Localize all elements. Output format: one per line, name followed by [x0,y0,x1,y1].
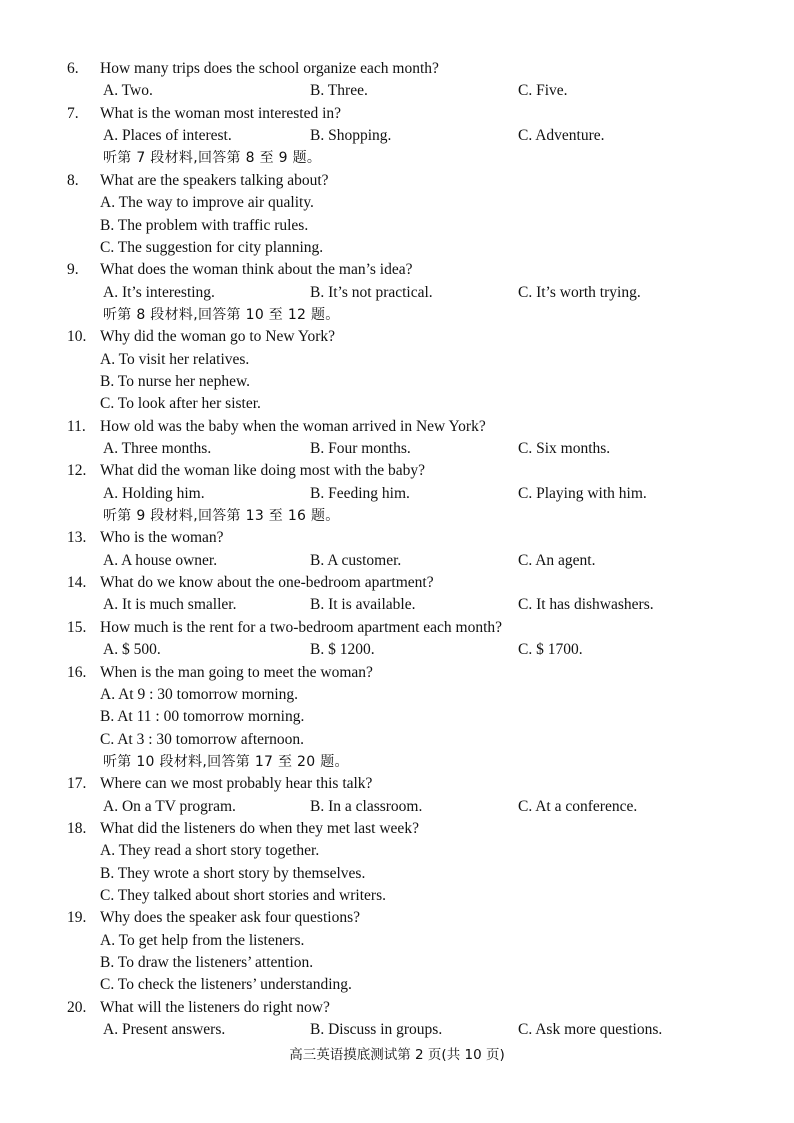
section-instruction [0,147,794,169]
question-line [0,907,794,929]
option-text: A. To get help from the listeners. [100,931,305,949]
option-line [0,215,794,237]
option-c: C. $ 1700. [518,641,583,659]
question-line [0,818,794,840]
section-instruction-text: 听第 8 段材料,回答第 10 至 12 题。 [103,306,340,323]
option-a: A. Two. [103,82,153,100]
option-line [0,974,794,996]
options-row [0,550,794,572]
question-number: 14. [67,574,87,592]
option-c: C. Playing with him. [518,484,647,502]
question-line [0,170,794,192]
question-number: 6. [67,60,79,77]
question-number: 11. [67,417,86,435]
question-line [0,326,794,348]
question-number: 17. [67,775,87,793]
question-line [0,58,794,80]
option-a: A. Holding him. [103,484,205,502]
question-text: What did the listeners do when they met last week? [100,819,419,837]
question-number: 7. [67,104,79,122]
section-instruction-text: 听第 10 段材料,回答第 17 至 20 题。 [103,753,349,770]
option-b: B. Four months. [310,440,411,457]
question-number: 18. [67,819,87,837]
option-c: C. It’s worth trying. [518,283,641,301]
options-row [0,594,794,616]
option-b: B. Feeding him. [310,484,410,502]
options-row [0,1019,794,1041]
options-row [0,796,794,818]
option-line [0,684,794,706]
option-c: C. Six months. [518,440,611,457]
option-text: C. To check the listeners’ understanding. [100,976,352,994]
question-number: 10. [67,328,87,346]
question-text: Why did the woman go to New York? [100,328,336,346]
question-text: How old was the baby when the woman arrived in New York? [100,417,486,435]
option-a: A. Places of interest. [103,127,232,145]
option-line [0,393,794,415]
question-text: What do we know about the one-bedroom apartment? [100,574,434,592]
options-row [0,80,794,102]
question-text: Who is the woman? [100,529,224,547]
question-number: 15. [67,618,87,636]
question-line [0,527,794,549]
option-b: B. It is available. [310,596,416,614]
option-b: B. It’s not practical. [310,283,433,301]
section-instruction [0,751,794,773]
question-text: How much is the rent for a two-bedroom apartment each month? [100,618,503,636]
option-text: B. To nurse her nephew. [100,372,251,390]
option-b: B. $ 1200. [310,641,375,659]
question-line [0,572,794,594]
option-a: A. $ 500. [103,641,161,659]
question-number: 20. [67,998,87,1016]
question-text: When is the man going to meet the woman? [100,663,373,681]
option-line [0,371,794,393]
option-b: B. In a classroom. [310,797,423,815]
option-line [0,863,794,885]
section-instruction [0,505,794,527]
question-text: What does the woman think about the man’s idea? [100,261,413,279]
options-row [0,639,794,661]
option-text: C. At 3 : 30 tomorrow afternoon. [100,730,305,748]
question-number: 13. [67,529,87,547]
option-c: C. An agent. [518,551,596,569]
question-text: How many trips does the school organize each month? [100,60,439,77]
question-line [0,997,794,1019]
question-number: 9. [67,261,79,279]
question-line [0,259,794,281]
question-line [0,416,794,438]
question-text: What is the woman most interested in? [100,104,342,122]
option-line [0,729,794,751]
question-line [0,103,794,125]
option-c: C. Adventure. [518,127,605,145]
option-line [0,840,794,862]
option-b: B. Shopping. [310,127,392,145]
option-b: B. Three. [310,82,368,100]
option-a: A. On a TV program. [103,797,236,815]
option-line [0,885,794,907]
option-line [0,930,794,952]
option-line [0,952,794,974]
option-text: A. They read a short story together. [100,842,320,860]
option-a: A. It is much smaller. [103,596,237,614]
question-line [0,662,794,684]
question-line [0,460,794,482]
question-number: 8. [67,171,79,189]
option-b: B. A customer. [310,551,402,569]
option-text: C. They talked about short stories and writers. [100,887,386,904]
option-a: A. A house owner. [103,551,218,569]
question-number: 12. [67,462,87,480]
section-instruction [0,304,794,326]
page-footer: 高三英语摸底测试第 2 页(共 10 页) [289,1047,505,1063]
option-text: B. They wrote a short story by themselves. [100,864,366,882]
question-number: 16. [67,663,87,681]
question-text: Why does the speaker ask four questions? [100,909,360,927]
options-row [0,282,794,304]
option-line [0,349,794,371]
question-text: What did the woman like doing most with the baby? [100,462,426,480]
option-a: A. Present answers. [103,1021,226,1039]
option-a: A. Three months. [103,440,212,457]
option-text: A. At 9 : 30 tomorrow morning. [100,685,299,703]
question-line [0,617,794,639]
option-text: A. The way to improve air quality. [100,194,314,212]
option-text: B. At 11 : 00 tomorrow morning. [100,708,305,726]
option-line [0,192,794,214]
option-line [0,237,794,259]
question-line [0,773,794,795]
option-text: C. The suggestion for city planning. [100,238,324,256]
option-c: C. It has dishwashers. [518,596,654,614]
option-text: A. To visit her relatives. [100,350,250,368]
options-row [0,125,794,147]
option-c: C. At a conference. [518,797,638,815]
question-number: 19. [67,909,87,927]
section-instruction-text: 听第 7 段材料,回答第 8 至 9 题。 [103,150,322,167]
options-row [0,438,794,460]
option-c: C. Ask more questions. [518,1021,663,1039]
option-c: C. Five. [518,82,568,100]
option-a: A. It’s interesting. [103,283,215,301]
section-instruction-text: 听第 9 段材料,回答第 13 至 16 题。 [103,508,340,524]
question-text: What will the listeners do right now? [100,998,330,1016]
option-b: B. Discuss in groups. [310,1021,443,1039]
option-text: B. To draw the listeners’ attention. [100,954,314,971]
option-text: B. The problem with traffic rules. [100,216,309,234]
options-row [0,483,794,505]
question-text: Where can we most probably hear this talk? [100,775,373,793]
option-text: C. To look after her sister. [100,395,261,413]
question-text: What are the speakers talking about? [100,171,329,189]
option-line [0,706,794,728]
